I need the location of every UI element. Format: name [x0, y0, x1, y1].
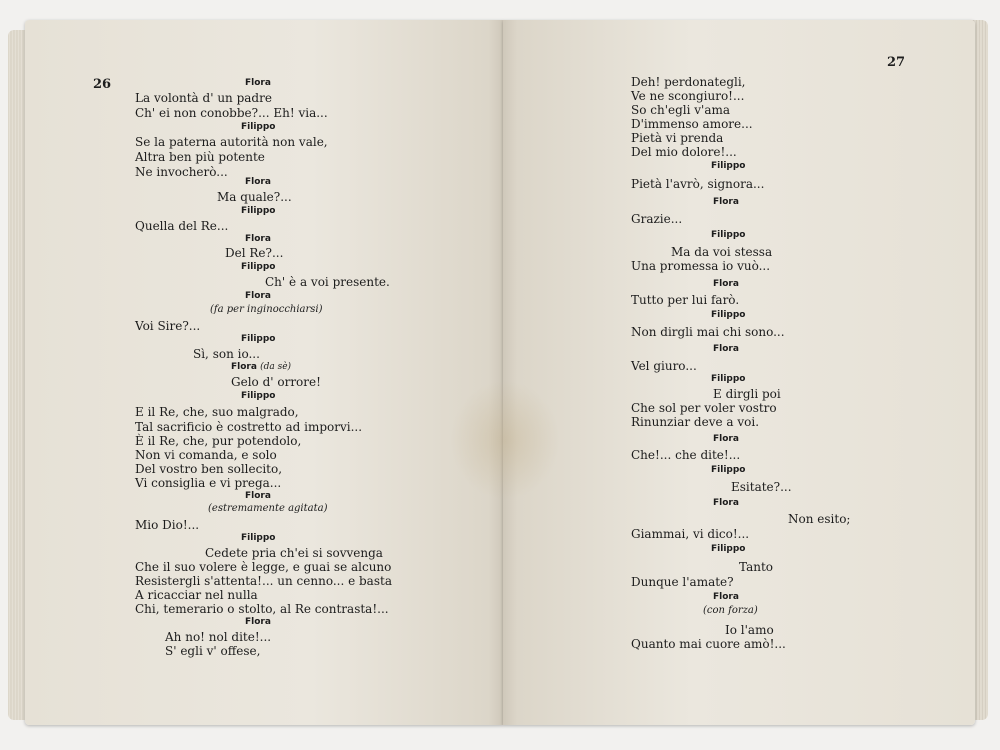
verse-line: Gelo d' orrore! — [231, 375, 321, 389]
page-number: 26 — [93, 77, 112, 92]
verse-line: Tanto — [739, 560, 774, 574]
verse-line: Una promessa io vuò... — [631, 259, 771, 273]
verse-line: Del vostro ben sollecito, — [135, 462, 283, 476]
speaker-name: Flora — [713, 592, 739, 602]
speaker-name: Filippo — [241, 262, 276, 272]
verse-line: Ch' ei non conobbe?... Eh! via... — [135, 106, 328, 120]
verse-line: Ne invocherò... — [135, 165, 228, 179]
verse-line: Pietà l'avrò, signora... — [631, 177, 765, 191]
verse-line: D'immenso amore... — [631, 117, 753, 131]
speaker-name: Flora (da sè) — [231, 362, 292, 372]
verse-line: Vel giuro... — [631, 359, 697, 373]
right-page — [503, 20, 975, 725]
speaker-name: Flora — [713, 498, 739, 508]
verse-line: Se la paterna autorità non vale, — [135, 135, 328, 149]
speaker-name: Filippo — [241, 533, 276, 543]
verse-line: Ve ne scongiuro!... — [631, 89, 745, 103]
verse-line: Non dirgli mai chi sono... — [631, 325, 785, 339]
speaker-name: Flora — [245, 234, 271, 244]
verse-line: E dirgli poi — [713, 387, 781, 401]
page-stain — [450, 380, 560, 500]
verse-line: Ch' è a voi presente. — [265, 275, 390, 289]
verse-line: Sì, son io... — [193, 347, 260, 361]
verse-line: Ah no! nol dite!... — [165, 630, 272, 644]
stage-direction: (da sè) — [260, 362, 292, 372]
verse-line: Non vi comanda, e solo — [135, 448, 277, 462]
left-page — [25, 20, 503, 725]
verse-line: Che!... che dite!... — [631, 448, 741, 462]
verse-line: Del Re?... — [225, 246, 284, 260]
speaker-name: Flora — [713, 279, 739, 289]
verse-line: Resistergli s'attenta!... un cenno... e basta — [135, 574, 392, 588]
verse-line: Tal sacrificio è costretto ad imporvi... — [135, 420, 363, 434]
stage-direction: (estremamente agitata) — [208, 503, 328, 514]
speaker-name: Filippo — [241, 206, 276, 216]
verse-line: Cedete pria ch'ei si sovvenga — [205, 546, 383, 560]
verse-line: Rinunziar deve a voi. — [631, 415, 760, 429]
speaker-name: Flora — [713, 344, 739, 354]
verse-line: Quanto mai cuore amò!... — [631, 637, 786, 651]
verse-line: Vi consiglia e vi prega... — [135, 476, 282, 490]
verse-line: S' egli v' offese, — [165, 644, 261, 658]
verse-line: Non esito; — [788, 512, 851, 526]
speaker-name: Flora — [245, 177, 271, 187]
speaker-name: Flora — [245, 291, 271, 301]
verse-line: La volontà d' un padre — [135, 91, 272, 105]
verse-line: Quella del Re... — [135, 219, 229, 233]
verse-line: Io l'amo — [725, 623, 774, 637]
verse-line: Chi, temerario o stolto, al Re contrasta!... — [135, 602, 389, 616]
speaker-name: Flora — [245, 78, 271, 88]
verse-line: Giammai, vi dico!... — [631, 527, 750, 541]
speaker-name: Flora — [245, 491, 271, 501]
verse-line: Grazie... — [631, 212, 683, 226]
page-number: 27 — [887, 55, 906, 70]
speaker-name: Flora — [713, 197, 739, 207]
verse-line: È il Re, che, pur potendolo, — [135, 434, 302, 448]
verse-line: Dunque l'amate? — [631, 575, 734, 589]
verse-line: Tutto per lui farò. — [631, 293, 740, 307]
verse-line: Altra ben più potente — [135, 150, 265, 164]
verse-line: A ricacciar nel nulla — [135, 588, 258, 602]
verse-line: Ma quale?... — [217, 190, 292, 204]
verse-line: Ma da voi stessa — [671, 245, 773, 259]
speaker-name: Filippo — [711, 374, 746, 384]
speaker-name: Filippo — [241, 334, 276, 344]
speaker-name: Filippo — [711, 465, 746, 475]
speaker-name: Filippo — [241, 391, 276, 401]
verse-line: Deh! perdonategli, — [631, 75, 746, 89]
verse-line: Che sol per voler vostro — [631, 401, 777, 415]
verse-line: Pietà vi prenda — [631, 131, 724, 145]
verse-line: Voi Sire?... — [135, 319, 201, 333]
verse-line: E il Re, che, suo malgrado, — [135, 405, 299, 419]
speaker-name: Flora — [713, 434, 739, 444]
speaker-name: Filippo — [241, 122, 276, 132]
verse-line: Mio Dio!... — [135, 518, 200, 532]
verse-line: Esitate?... — [731, 480, 792, 494]
verse-line: Del mio dolore!... — [631, 145, 737, 159]
verse-line: Che il suo volere è legge, e guai se alcuno — [135, 560, 392, 574]
stage-direction: (con forza) — [703, 605, 758, 616]
speaker-name: Filippo — [711, 310, 746, 320]
verse-line: So ch'egli v'ama — [631, 103, 731, 117]
speaker-name: Filippo — [711, 230, 746, 240]
speaker-name: Filippo — [711, 544, 746, 554]
speaker-name: Flora — [245, 617, 271, 627]
speaker-name: Filippo — [711, 161, 746, 171]
stage-direction: (fa per inginocchiarsi) — [210, 304, 323, 315]
